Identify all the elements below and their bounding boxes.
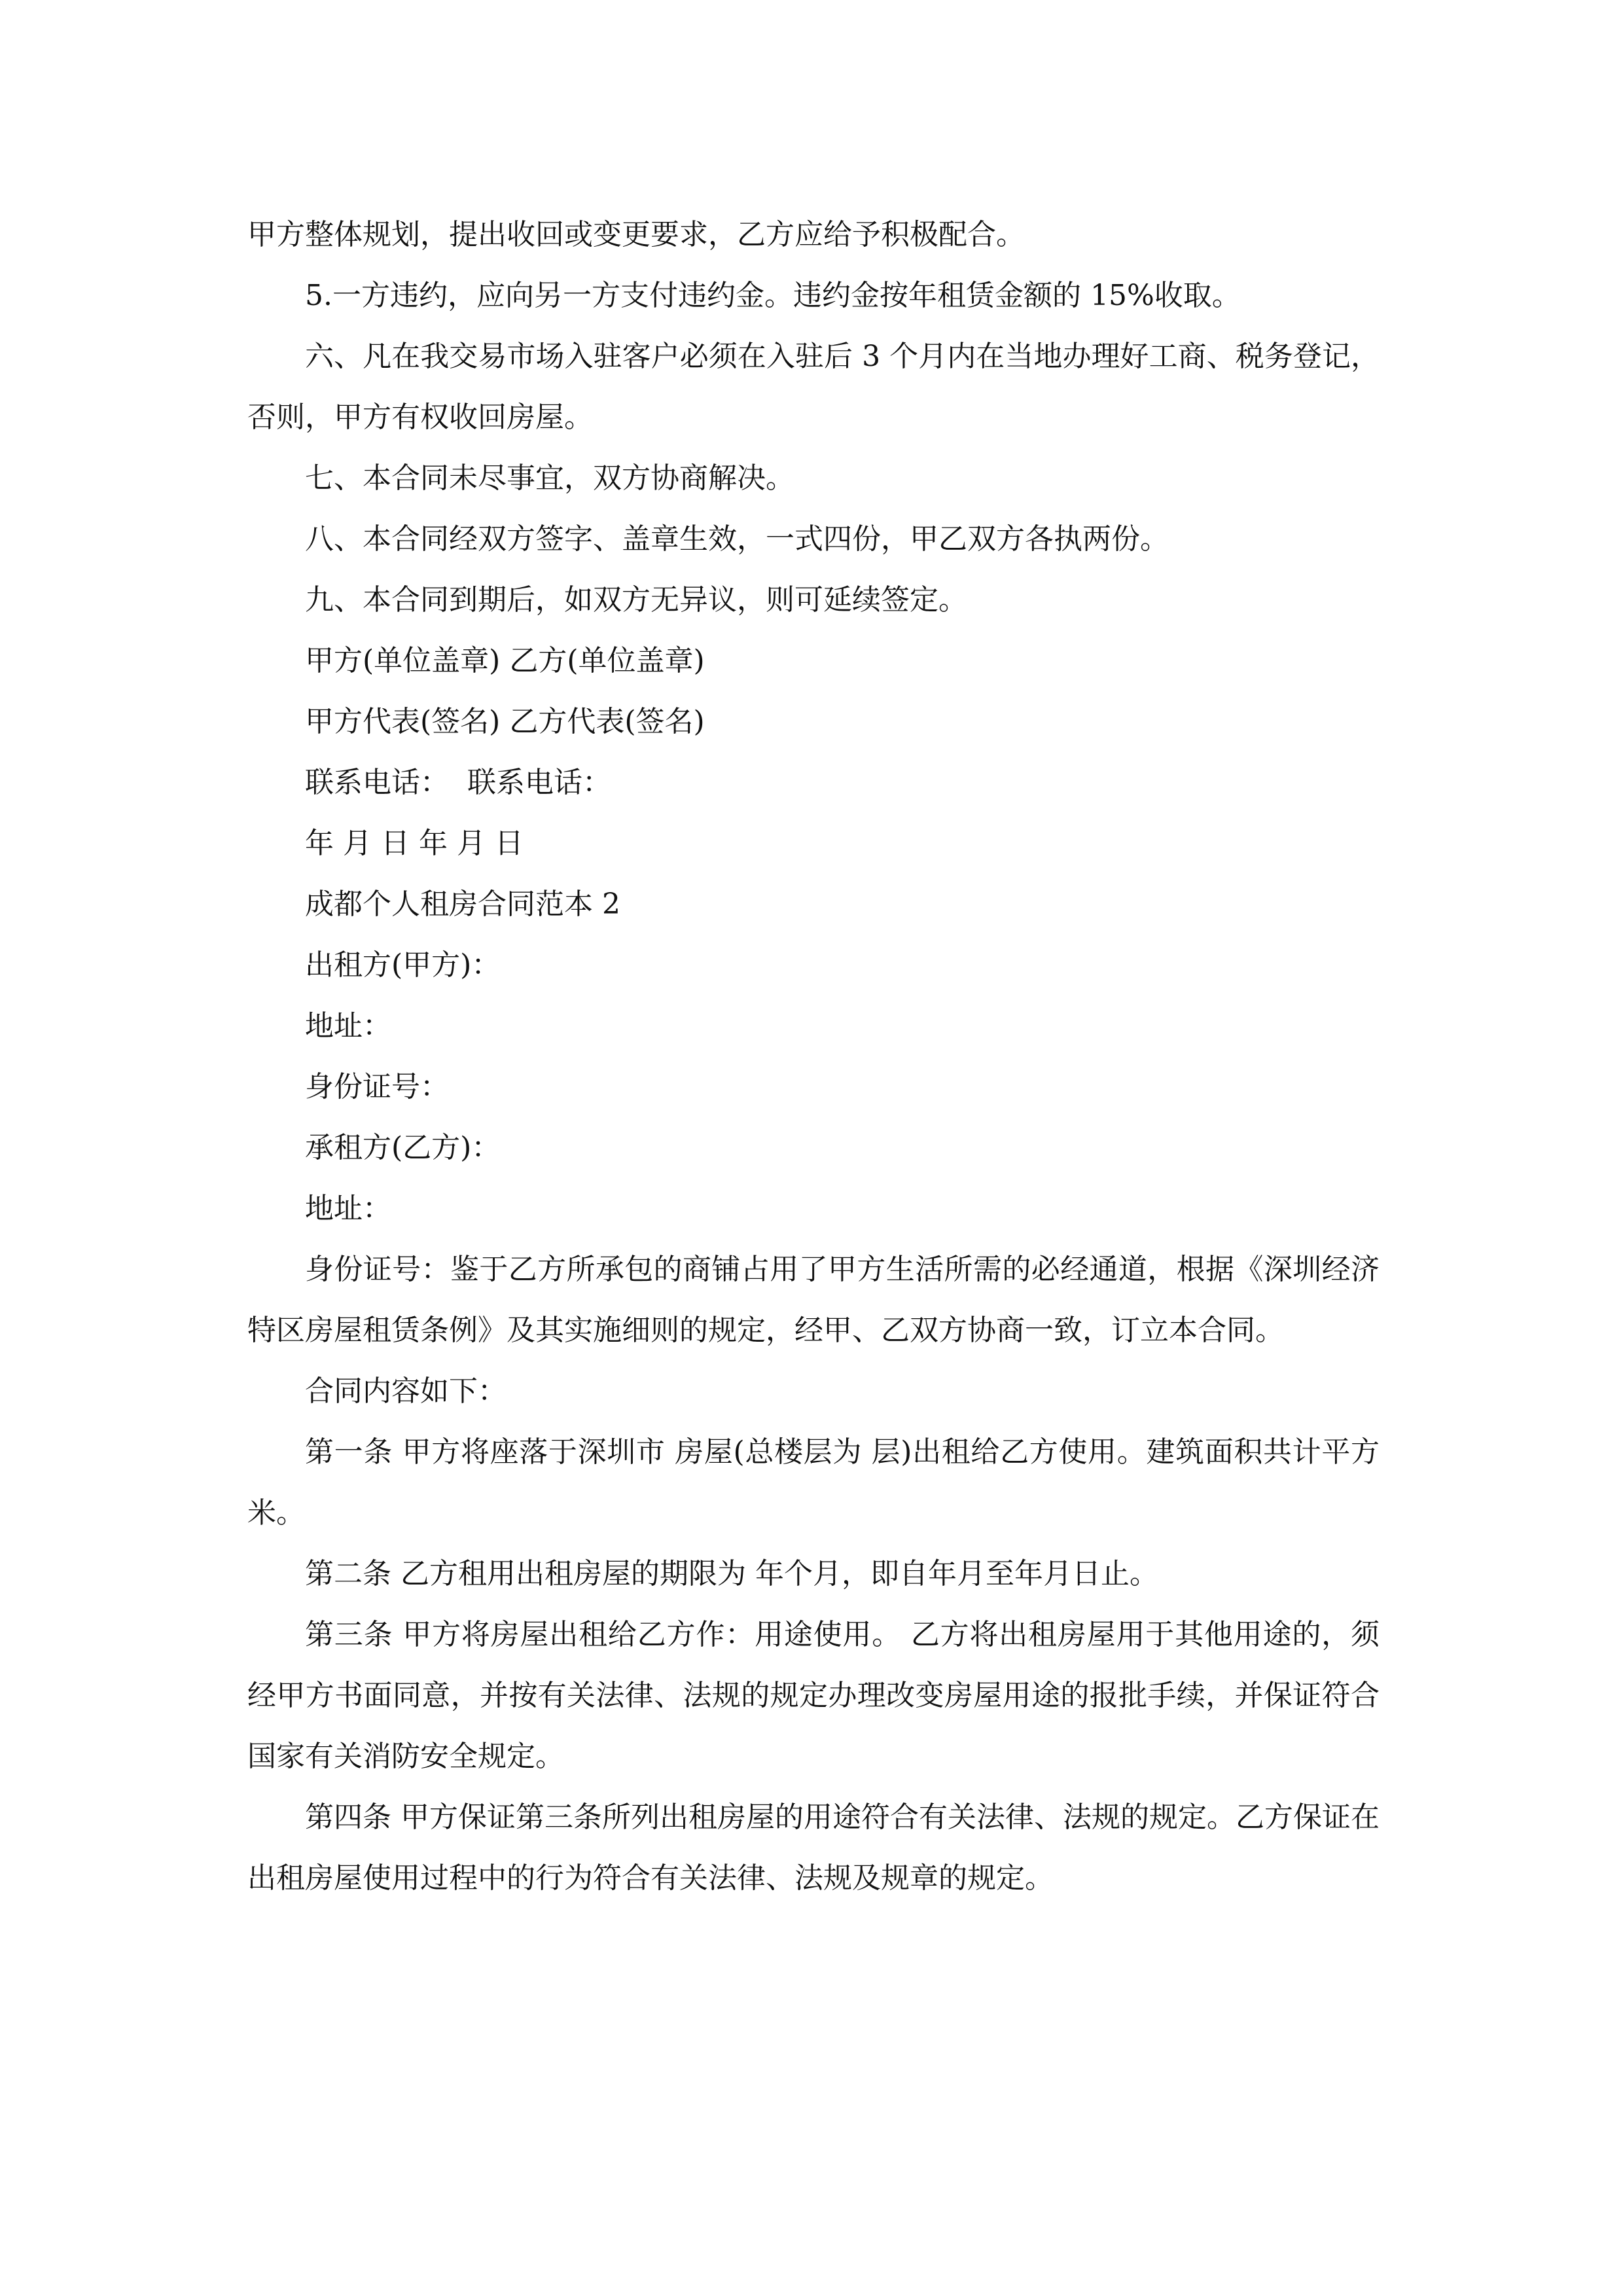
paragraph-contents-heading: 合同内容如下： <box>305 1374 507 1408</box>
contact-phone-line: 联系电话： 联系电话： <box>305 766 611 799</box>
paragraph-continuation: 甲方整体规划，提出收回或变更要求，乙方应给予积极配合。 <box>247 218 1025 251</box>
lessor-id-label: 身份证号： <box>305 1070 449 1103</box>
paragraph-clause-1: 第一条 甲方将座落于深圳市 房屋(总楼层为 层)出租给乙方使用。建筑面积共计平方米。 <box>247 1435 1380 1530</box>
paragraph-clause-2: 第二条 乙方租用出租房屋的期限为 年个月，即自年月至年月日止。 <box>305 1557 1158 1590</box>
signature-seal-line: 甲方(单位盖章) 乙方(单位盖章) <box>305 644 705 677</box>
paragraph-article-8: 八、本合同经双方签字、盖章生效，一式四份，甲乙双方各执两份。 <box>305 522 1169 556</box>
lessee-address-label: 地址： <box>305 1192 391 1225</box>
date-line: 年 月 日 年 月 日 <box>305 827 524 860</box>
document-body <box>247 204 1380 1909</box>
paragraph-clause-4: 第四条 甲方保证第三条所列出租房屋的用途符合有关法律、法规的规定。乙方保证在出租房屋使用过程中的行为符合有关法律、法规及规章的规定。 <box>247 1801 1380 1895</box>
lessor-address-label: 地址： <box>305 1009 391 1043</box>
lessor-label: 出租方(甲方)： <box>305 948 501 982</box>
paragraph-clause-5: 5.一方违约，应向另一方支付违约金。违约金按年租赁金额的 15%收取。 <box>305 279 1241 312</box>
paragraph-article-7: 七、本合同未尽事宜，双方协商解决。 <box>305 461 794 495</box>
lessee-label: 承租方(乙方)： <box>305 1131 501 1164</box>
paragraph-preamble: 身份证号：鉴于乙方所承包的商铺占用了甲方生活所需的必经通道，根据《深圳经济特区房屋租赁条例》及其实施细则的规定，经甲、乙双方协商一致，订立本合同。 <box>247 1253 1380 1347</box>
contract-template-title: 成都个人租房合同范本 2 <box>305 888 620 921</box>
paragraph-clause-3: 第三条 甲方将房屋出租给乙方作：用途使用。 乙方将出租房屋用于其他用途的，须经甲方书面同意，并按有关法律、法规的规定办理改变房屋用途的报批手续，并保证符合国家有关消防安全规定。 <box>247 1618 1380 1773</box>
paragraph-article-9: 九、本合同到期后，如双方无异议，则可延续签定。 <box>305 583 967 617</box>
paragraph-article-6: 六、凡在我交易市场入驻客户必须在入驻后 3 个月内在当地办理好工商、税务登记，否则，甲方有权收回房屋。 <box>247 340 1380 434</box>
signature-representative-line: 甲方代表(签名) 乙方代表(签名) <box>305 705 705 738</box>
